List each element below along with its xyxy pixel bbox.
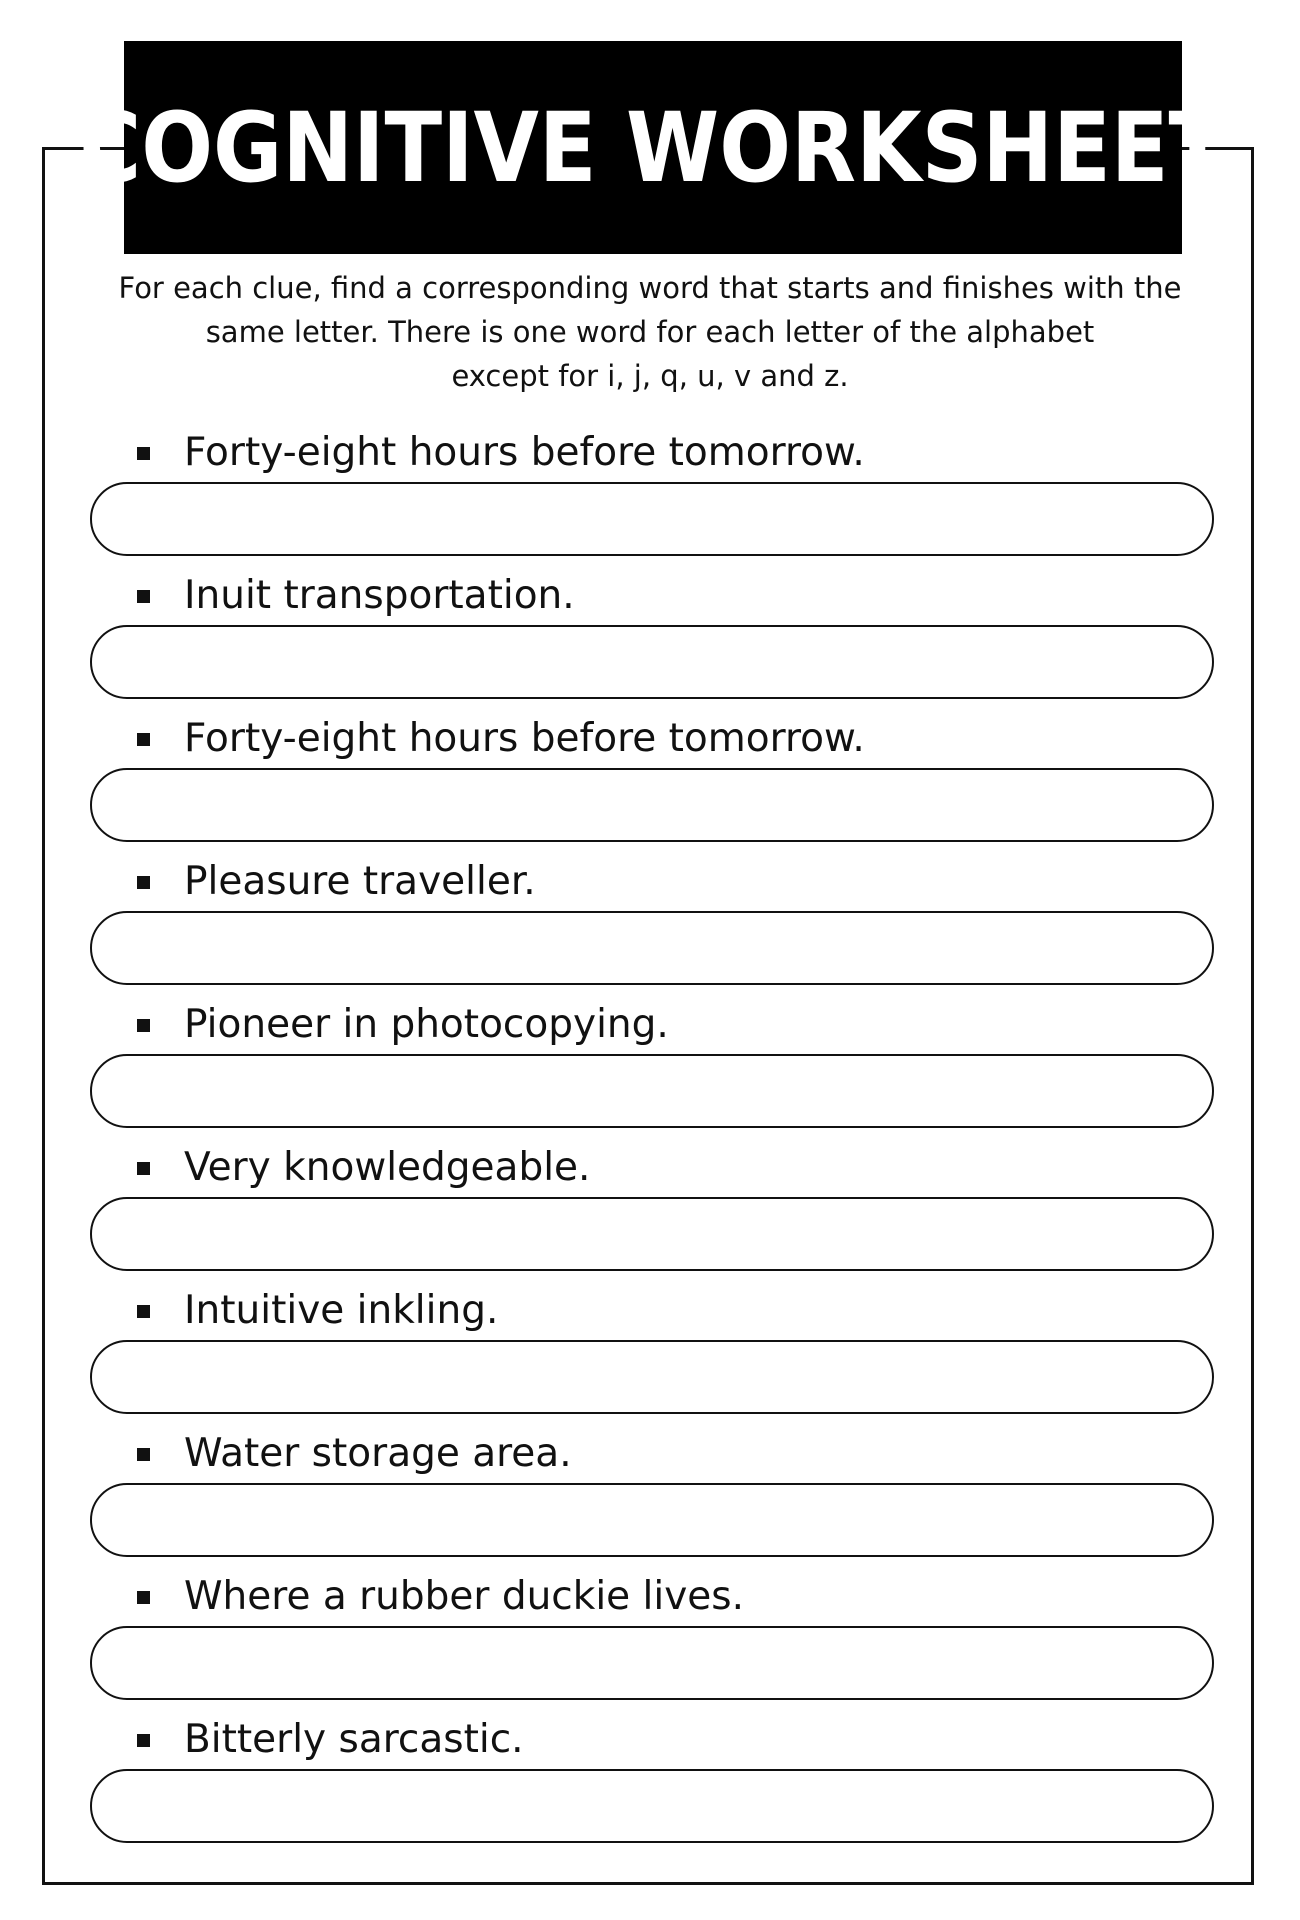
- clue-item: [0, 1709, 1300, 1852]
- clue-item: [0, 1566, 1300, 1709]
- page-title: COGNITIVE WORKSHEET: [79, 91, 1227, 204]
- clue-text: Forty-eight hours before tomorrow.: [184, 430, 865, 475]
- answer-field[interactable]: [90, 482, 1214, 556]
- bullet-icon: [137, 1162, 150, 1175]
- clue-text: Pleasure traveller.: [184, 859, 536, 904]
- clue-item: [0, 851, 1300, 994]
- clue-text: Water storage area.: [184, 1431, 572, 1476]
- bullet-icon: [137, 1305, 150, 1318]
- clue-item: [0, 422, 1300, 565]
- clue-text: Pioneer in photocopying.: [184, 1002, 669, 1047]
- answer-field[interactable]: [90, 1769, 1214, 1843]
- clue-item: [0, 565, 1300, 708]
- answer-field[interactable]: [90, 1483, 1214, 1557]
- clue-item: [0, 708, 1300, 851]
- bullet-icon: [137, 733, 150, 746]
- clue-text: Inuit transportation.: [184, 573, 575, 618]
- clue-text: Intuitive inkling.: [184, 1288, 499, 1333]
- bullet-icon: [137, 1734, 150, 1747]
- answer-field[interactable]: [90, 1626, 1214, 1700]
- instructions-line: For each clue, find a corresponding word that starts and finishes with the: [118, 271, 1182, 305]
- bullet-icon: [137, 590, 150, 603]
- bullet-icon: [137, 876, 150, 889]
- clue-text: Bitterly sarcastic.: [184, 1717, 524, 1762]
- answer-field[interactable]: [90, 1054, 1214, 1128]
- bullet-icon: [137, 447, 150, 460]
- instructions-line: except for i, j, q, u, v and z.: [451, 359, 849, 393]
- instructions-line: same letter. There is one word for each letter of the alphabet: [205, 315, 1095, 349]
- answer-field[interactable]: [90, 768, 1214, 842]
- clue-text: Very knowledgeable.: [184, 1145, 591, 1190]
- clue-item: [0, 1423, 1300, 1566]
- clue-text: Where a rubber duckie lives.: [184, 1574, 745, 1619]
- bullet-icon: [137, 1019, 150, 1032]
- answer-field[interactable]: [90, 1197, 1214, 1271]
- bullet-icon: [137, 1448, 150, 1461]
- bullet-icon: [137, 1591, 150, 1604]
- answer-field[interactable]: [90, 1340, 1214, 1414]
- clue-item: [0, 1137, 1300, 1280]
- answer-field[interactable]: [90, 625, 1214, 699]
- answer-field[interactable]: [90, 911, 1214, 985]
- clue-text: Forty-eight hours before tomorrow.: [184, 716, 865, 761]
- clue-item: [0, 1280, 1300, 1423]
- clue-item: [0, 994, 1300, 1137]
